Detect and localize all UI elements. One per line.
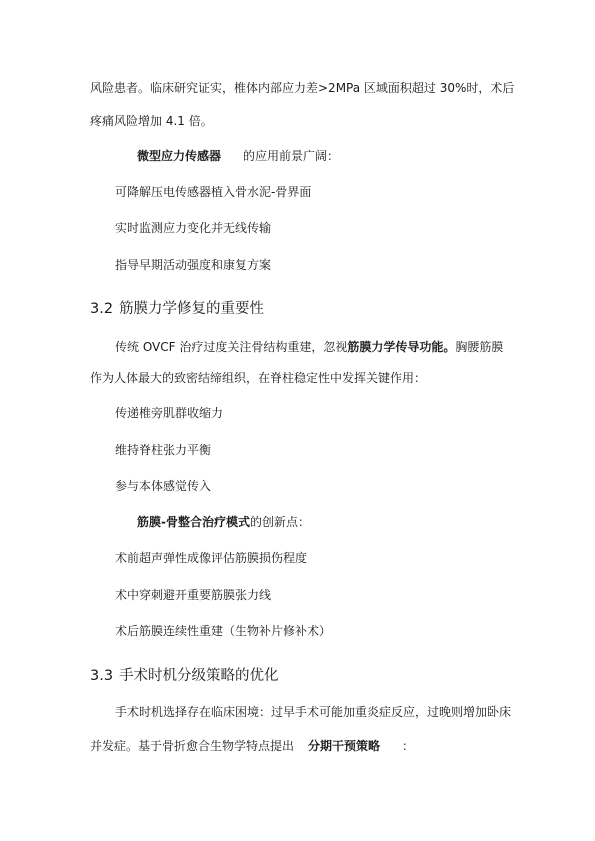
section-3-3-p-line1: 手术时机选择存在临床困境：过早手术可能加重炎症反应，过晚则增加卧床 bbox=[115, 705, 512, 719]
section-number: 3.3 bbox=[90, 668, 114, 684]
list-item: 指导早期活动强度和康复方案 bbox=[115, 258, 272, 272]
text-span-bold: 筋膜力学传导功能。 bbox=[347, 340, 456, 354]
section-heading-3-2 bbox=[90, 300, 264, 318]
section-title: 手术时机分级策略的优化 bbox=[119, 668, 279, 684]
list-item: 术前超声弹性成像评估筋膜损伤程度 bbox=[115, 551, 308, 565]
text-span: 传统 OVCF 治疗过度关注骨结构重建，忽视 bbox=[115, 340, 348, 354]
text-span: 并发症。基于骨折愈合生物学特点提出 bbox=[90, 739, 295, 753]
section-number: 3.2 bbox=[90, 301, 114, 317]
fascia-lead-rest: 的创新点： bbox=[249, 515, 310, 529]
fascia-lead bbox=[137, 514, 310, 530]
para1-line2: 疼痛风险增加 4.1 倍。 bbox=[90, 114, 213, 128]
fascia-lead-bold: 筋膜-骨整合治疗模式 bbox=[137, 515, 250, 529]
section-title: 筋膜力学修复的重要性 bbox=[119, 301, 265, 317]
para1-line1: 风险患者。临床研究证实，椎体内部应力差>2MPa 区域面积超过 30%时，术后 bbox=[90, 81, 515, 95]
text-span-bold: 分期干预策略 bbox=[308, 739, 381, 753]
section-3-2-p-line2: 作为人体最大的致密结缔组织，在脊柱稳定性中发挥关键作用： bbox=[90, 371, 427, 385]
sensor-lead-bold: 微型应力传感器 bbox=[137, 149, 222, 163]
section-heading-3-3 bbox=[90, 667, 279, 685]
list-item: 参与本体感觉传入 bbox=[115, 479, 212, 493]
list-item: 术中穿刺避开重要筋膜张力线 bbox=[115, 588, 272, 602]
text-span: ： bbox=[402, 739, 415, 753]
section-3-3-p-line2 bbox=[90, 738, 414, 754]
list-item: 维持脊柱张力平衡 bbox=[115, 443, 212, 457]
sensor-lead bbox=[137, 148, 339, 164]
list-item: 实时监测应力变化并无线传输 bbox=[115, 221, 272, 235]
list-item: 术后筋膜连续性重建（生物补片修补术） bbox=[115, 624, 332, 638]
sensor-lead-rest: 的应用前景广阔： bbox=[243, 149, 340, 163]
list-item: 传递椎旁肌群收缩力 bbox=[115, 406, 224, 420]
section-3-2-p-line1 bbox=[115, 339, 503, 355]
list-item: 可降解压电传感器植入骨水泥-骨界面 bbox=[115, 185, 312, 199]
text-span: 胸腰筋膜 bbox=[455, 340, 504, 354]
